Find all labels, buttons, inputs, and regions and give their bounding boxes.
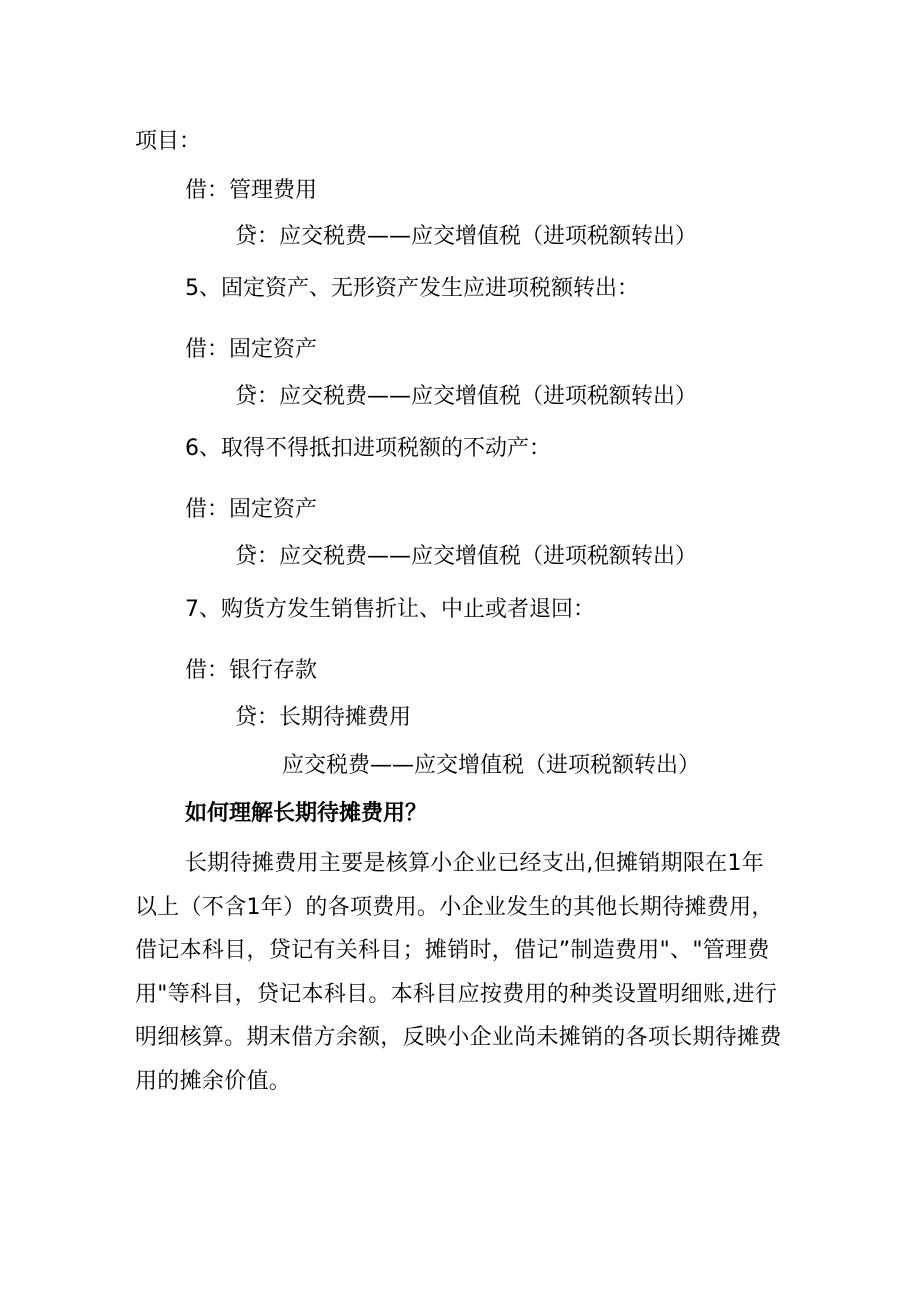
- section-heading: 如何理解长期待摊费用？: [185, 801, 428, 826]
- text-line-debit-bank-deposit: 借：银行存款: [185, 658, 318, 683]
- text-line-credit-long-term-prepaid: 贷：长期待摊费用: [235, 705, 412, 730]
- text-line-credit-tax-transfer-4: 应交税费——应交增值税（进项税额转出）: [282, 753, 701, 778]
- paragraph-text: 长期待摊费用主要是核算小企业已经支出,但摊销期限在1年以上（不含1年）的各项费用。小企业发生的其他长期待摊费用，借记本科目，贷记有关科目；摊销时，借记”制造费用"、"管理费用"等科目，贷记本科目。本科目应按费用的种类设置明细账,进行明细核算。期末借方余额，反映小企业尚未摊销的各项长期待摊费用的摊余价值。: [135, 851, 782, 1094]
- text-line-item-6: 6、取得不得抵扣进项税额的不动产：: [185, 436, 551, 461]
- text-line-credit-tax-transfer-3: 贷：应交税费——应交增值税（进项税额转出）: [235, 544, 698, 569]
- text-line-item-5: 5、固定资产、无形资产发生应进项税额转出：: [185, 276, 639, 301]
- text-line-debit-fixed-assets-1: 借：固定资产: [185, 337, 318, 362]
- text-line-debit-fixed-assets-2: 借：固定资产: [185, 497, 318, 522]
- body-paragraph: [135, 842, 785, 1103]
- text-line-credit-tax-transfer-2: 贷：应交税费——应交增值税（进项税额转出）: [235, 384, 698, 409]
- text-line-debit-management-expense: 借：管理费用: [185, 178, 318, 203]
- text-line-project: 项目：: [135, 129, 202, 154]
- text-line-credit-tax-transfer-1: 贷：应交税费——应交增值税（进项税额转出）: [235, 224, 698, 249]
- text-line-item-7: 7、购货方发生销售折让、中止或者退回：: [185, 597, 595, 622]
